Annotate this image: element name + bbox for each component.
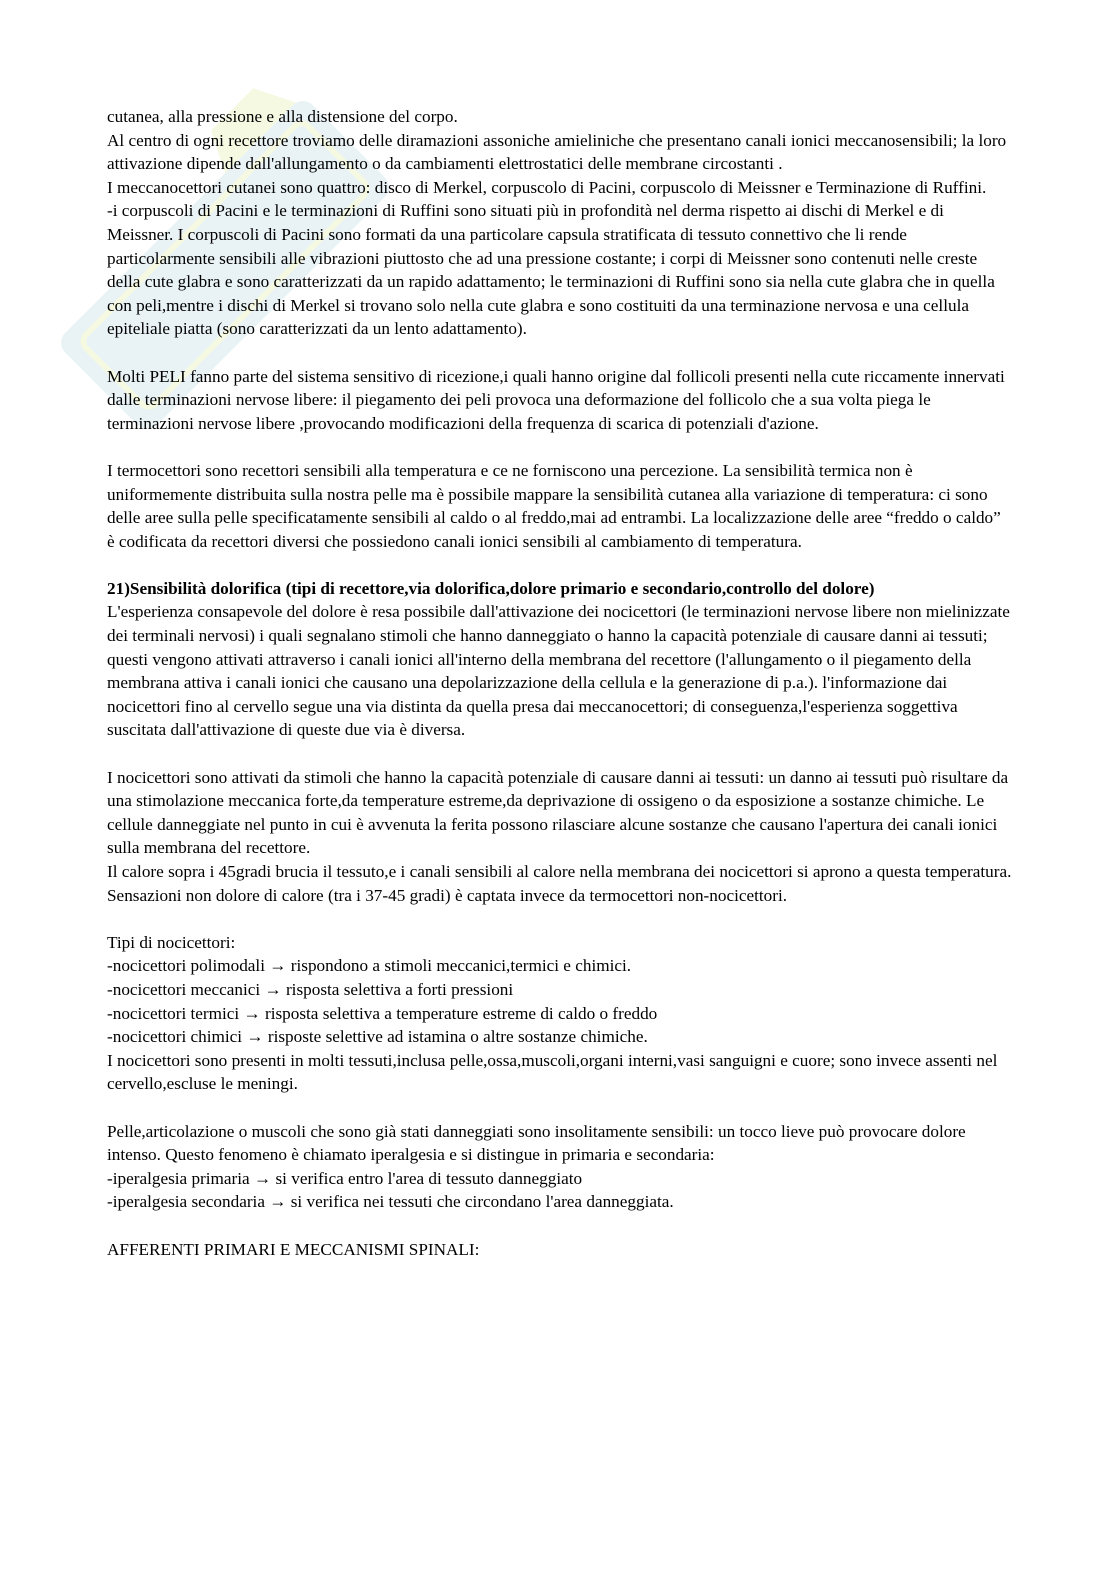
paragraph-gap — [107, 907, 1012, 931]
paragraph: cutanea, alla pressione e alla distensione del corpo. — [107, 107, 458, 126]
paragraph-gap — [107, 742, 1012, 766]
paragraph: I nocicettori sono attivati da stimoli che hanno la capacità potenziale di causare danni ai tessuti: un danno ai tessuti può risultare da una stimolazione meccanica forte,da temperature estreme,da deprivazione di ossigeno o da esposizione a sostanze chimiche. Le cellule danneggiate nel punto in cui è avvenuta la ferita possono rilasciare alcune sostanze che causano l'apertura dei canali ionici sulla membrana del recettore. — [107, 767, 1009, 858]
paragraph-gap — [107, 1214, 1012, 1238]
list-line: -nocicettori polimodali → rispondono a stimoli meccanici,termici e chimici. — [107, 956, 632, 976]
paragraph: Pelle,articolazione o muscoli che sono già stati danneggiati sono insolitamente sensibili: un tocco lieve può provocare dolore intenso. Questo fenomeno è chiamato iperalgesia e si distingue in primaria e secondaria: — [107, 1121, 966, 1165]
list-line: Tipi di nocicettori: — [107, 932, 236, 952]
section-title-afferenti: AFFERENTI PRIMARI E MECCANISMI SPINALI: — [107, 1239, 480, 1259]
list-line: -nocicettori chimici → risposte selettive ad istamina o altre sostanze chimiche. — [107, 1027, 648, 1047]
list-line: -iperalgesia primaria → si verifica entro l'area di tessuto danneggiato — [107, 1168, 583, 1188]
section-heading: 21)Sensibilità dolorifica (tipi di recettore,via dolorifica,dolore primario e secondario,controllo del dolore) — [107, 578, 875, 598]
document-body — [107, 105, 1012, 1261]
list-line: -nocicettori termici → risposta selettiva a temperature estreme di caldo o freddo — [107, 1003, 658, 1023]
paragraph-gap — [107, 1096, 1012, 1120]
paragraph-gap — [107, 553, 1012, 577]
paragraph: -i corpuscoli di Pacini e le terminazioni di Ruffini sono situati più in profondità nel derma rispetto ai dischi di Merkel e di Meissner. I corpuscoli di Pacini sono formati da una particolare capsula stratificata di tessuto connettivo che li rende particolarmente sensibili alle vibrazioni piuttosto che ad una pressione costante; i corpi di Meissner sono contenuti nelle creste della cute glabra e sono caratterizzati da un rapido adattamento; le terminazioni di Ruffini sono sia nella cute glabra che in quella con peli,mentre i dischi di Merkel si trovano solo nella cute glabra e sono costituiti da una terminazione nervosa e una cellula epiteliale piatta (sono caratterizzati da un lento adattamento). — [107, 201, 995, 339]
list-line: -iperalgesia secondaria → si verifica nei tessuti che circondano l'area danneggiata. — [107, 1192, 674, 1212]
paragraph-gap — [107, 341, 1012, 365]
list-line: -nocicettori meccanici → risposta selettiva a forti pressioni — [107, 979, 514, 999]
paragraph-termocettori: I termocettori sono recettori sensibili alla temperatura e ce ne forniscono una percezione. La sensibilità termica non è uniformemente distribuita sulla nostra pelle ma è possibile mappare la sensibilità cutanea alla variazione di temperatura: ci sono delle aree sulla pelle specificatamente sensibili al caldo o al freddo,mai ad entrambi. La localizzazione delle aree “freddo o caldo” è codificata da recettori diversi che possiedono canali ionici sensibili al cambiamento di temperatura. — [107, 460, 1001, 551]
paragraph-gap — [107, 435, 1012, 459]
paragraph-peli: Molti PELI fanno parte del sistema sensitivo di ricezione,i quali hanno origine dal follicoli presenti nella cute riccamente innervati dalle terminazioni nervose libere: il piegamento dei peli provoca una deformazione del follicolo che a sua volta piega le terminazioni nervose libere ,provocando modificazioni della frequenza di scarica di potenziali d'azione. — [107, 366, 1005, 433]
paragraph-dolore: L'esperienza consapevole del dolore è resa possibile dall'attivazione dei nocicettori (le terminazioni nervose libere non mielinizzate dei terminali nervosi) i quali segnalano stimoli che hanno danneggiato o hanno la capacità potenziale di causare danni ai tessuti; questi vengono attivati attraverso i canali ionici all'interno della membrana del recettore (l'allungamento o il piegamento della membrana attiva i canali ionici che causano una depolarizzazione della cellula e la generazione di p.a.). l'informazione dai nocicettori fino al cervello segue una via distinta da quella presa dai meccanocettori; di conseguenza,l'esperienza soggettiva suscitata dall'attivazione di queste due via è diversa. — [107, 602, 1010, 740]
paragraph: I nocicettori sono presenti in molti tessuti,inclusa pelle,ossa,muscoli,organi interni,vasi sanguigni e cuore; sono invece assenti nel cervello,escluse le meningi. — [107, 1050, 998, 1094]
paragraph: Il calore sopra i 45gradi brucia il tessuto,e i canali sensibili al calore nella membrana dei nocicettori si aprono a questa temperatura. Sensazioni non dolore di calore (tra i 37-45 gradi) è captata invece da termocettori non-nocicettori. — [107, 862, 1012, 905]
paragraph: I meccanocettori cutanei sono quattro: disco di Merkel, corpuscolo di Pacini, corpuscolo di Meissner e Terminazione di Ruffini. — [107, 177, 987, 197]
paragraph: Al centro di ogni recettore troviamo delle diramazioni assoniche amieliniche che presentano canali ionici meccanosensibili; la loro attivazione dipende dall'allungamento o da cambiamenti elettrostatici delle membrane circostanti . — [107, 130, 1007, 174]
